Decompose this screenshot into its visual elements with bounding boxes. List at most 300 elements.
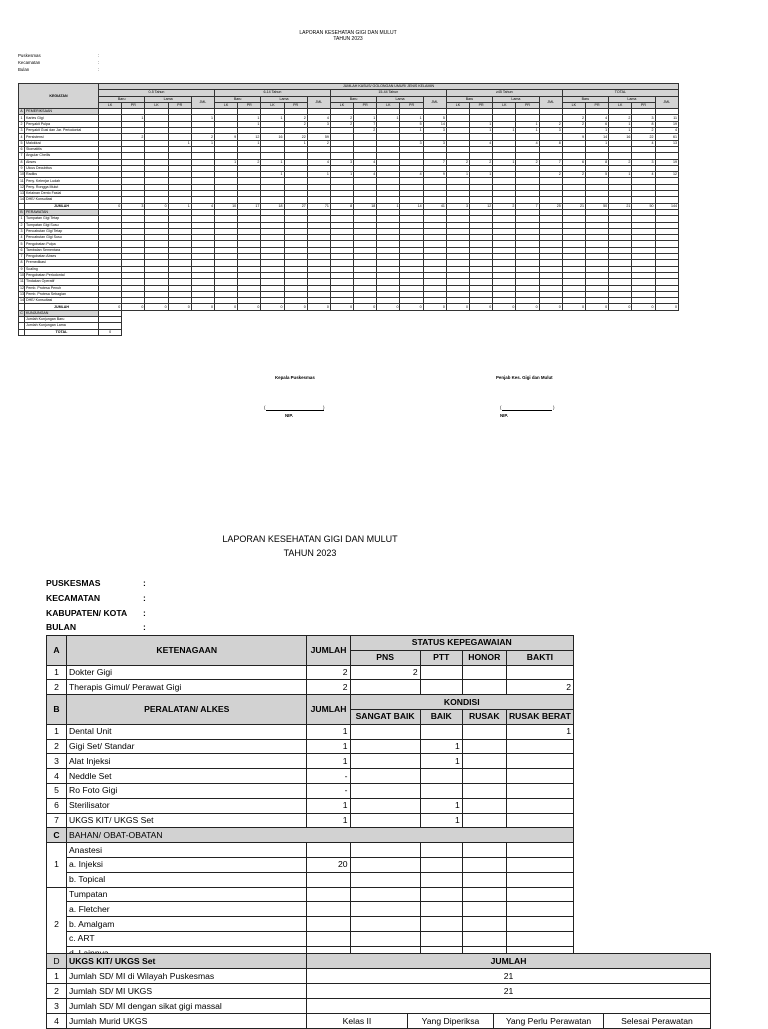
value-cell: 2 [284, 115, 307, 121]
value-cell: 1 [420, 813, 462, 828]
row-label: Tindakan Operatif [25, 279, 99, 285]
value-cell: 1 [400, 115, 423, 121]
total-cell: 18 [261, 203, 284, 209]
value-cell: 3 [423, 128, 446, 134]
jumlah-cell [307, 872, 350, 887]
value-cell: 21 [307, 969, 711, 984]
table-row [47, 872, 574, 887]
value-cell: 1 [609, 121, 632, 127]
value-cell: 9 [214, 134, 237, 140]
row-label: Penyakit Gusi dan Jar. Periodontal [25, 128, 99, 134]
report1-meta-kecamatan [18, 60, 100, 66]
total-cell: 0 [145, 304, 168, 310]
value-cell: 5 [423, 115, 446, 121]
value-cell: 8 [585, 159, 608, 165]
total-cell: 0 [562, 304, 585, 310]
value-cell: 3 [423, 140, 446, 146]
column-header-jumlah: JUMLAH [307, 954, 711, 969]
value-cell [420, 872, 462, 887]
value-cell [350, 680, 420, 695]
total-cell: 21 [609, 203, 632, 209]
table-row [47, 813, 574, 828]
signature-right-line [502, 410, 552, 411]
value-cell: 2 [632, 128, 655, 134]
value-cell: 1 [470, 172, 493, 178]
row-label: Radiks [25, 172, 99, 178]
value-cell: 4 [655, 128, 679, 134]
report1-meta-puskesmas [18, 53, 100, 59]
total-cell: 0 [122, 304, 145, 310]
row-number: 7 [47, 813, 67, 828]
total-cell: 0 [99, 203, 122, 209]
jumlah-cell: 2 [307, 680, 350, 695]
value-cell [462, 902, 506, 917]
column-header-jumlah: JUMLAH [307, 695, 350, 725]
value-cell [350, 857, 420, 872]
row-label: c. ART [67, 931, 307, 946]
total-label: JUMLAH [25, 304, 99, 310]
value-cell: 4 [470, 140, 493, 146]
section-title: PEMERIKSAAN [25, 109, 99, 115]
total-cell: 0 [261, 304, 284, 310]
meta-label: KECAMATAN [46, 593, 101, 603]
row-number: 2 [47, 739, 67, 754]
ukgs-table [46, 953, 711, 1029]
report2-meta-kecamatan [46, 591, 146, 605]
value-cell: 1 [354, 115, 377, 121]
row-label: Karies Gigi [25, 115, 99, 121]
value-cell [462, 872, 506, 887]
meta-colon: : [143, 593, 146, 603]
total-row [19, 304, 679, 310]
value-cell [462, 917, 506, 932]
total-cell: 4 [191, 203, 214, 209]
value-cell: 1 [168, 140, 191, 146]
value-cell: 6 [585, 121, 608, 127]
row-label: Tumpatan Gigi Tetap [25, 216, 99, 222]
value-cell: 3 [307, 121, 330, 127]
column-header-pr: PR [632, 102, 655, 108]
row-label: Pengobatan Abses [25, 254, 99, 260]
value-cell: 1 [420, 754, 462, 769]
row-number: 2 [47, 887, 67, 961]
row-label: Dokter Gigi [67, 665, 307, 680]
row-number: 3 [47, 999, 67, 1014]
table-row [47, 999, 711, 1014]
row-number: 1 [20, 216, 23, 221]
value-cell: 2 [539, 121, 562, 127]
value-cell [506, 843, 573, 858]
value-cell: 2 [284, 121, 307, 127]
row-number: 6 [20, 247, 23, 252]
row-label: Jumlah Kunjungan Baru [25, 316, 99, 322]
section-header-row [47, 636, 574, 651]
row-label: Pemb. Protesa Penuh [25, 285, 99, 291]
row-number: 2 [47, 984, 67, 999]
value-cell [350, 724, 420, 739]
value-cell: 2 [516, 159, 539, 165]
row-number: 7 [20, 153, 23, 158]
total-cell: 14 [400, 203, 423, 209]
total-cell: 17 [238, 203, 261, 209]
column-header-jml: JML [655, 96, 679, 109]
signature-left-title: Kepala Puskesmas [275, 375, 315, 380]
value-cell [420, 665, 462, 680]
row-label: Jumlah SD/ MI dengan sikat gigi massal [67, 999, 307, 1014]
report2-year: TAHUN 2023 [283, 548, 337, 558]
row-number: 5 [20, 140, 23, 145]
column-header-lama: Lama [261, 96, 307, 102]
report2-title: LAPORAN KESEHATAN GIGI DAN MULUT [222, 534, 398, 544]
value-cell [420, 887, 462, 902]
table-row [47, 754, 574, 769]
row-label: Peny. Kelenjar Ludah [25, 178, 99, 184]
value-cell: 1 [330, 172, 353, 178]
meta-label: Puskesmas [18, 53, 41, 58]
row-label: Ro Foto Gigi [67, 783, 307, 798]
column-header-pr: PR [238, 102, 261, 108]
resource-table [46, 635, 574, 962]
column-header-pr: PR [400, 102, 423, 108]
value-cell [506, 754, 573, 769]
value-cell: 5 [585, 172, 608, 178]
column-header-lama: Lama [377, 96, 423, 102]
total-label: TOTAL [25, 329, 99, 335]
value-cell [350, 739, 420, 754]
value-cell: 2 [609, 159, 632, 165]
value-cell: 1 [284, 140, 307, 146]
table-row [47, 931, 574, 946]
row-label: Persistensi [25, 134, 99, 140]
value-cell: 1 [261, 115, 284, 121]
value-cell [462, 887, 506, 902]
row-label: Jumlah Murid UKGS [67, 1014, 307, 1029]
row-label: UKGS KIT/ UKGS Set [67, 813, 307, 828]
column-header: Yang Diperiksa [408, 1014, 494, 1029]
section-title: BAHAN/ OBAT-OBATAN [67, 828, 574, 843]
row-label: Tumpatan Gigi Susu [25, 222, 99, 228]
row-number: 4 [20, 235, 23, 240]
value-cell [462, 843, 506, 858]
value-cell: 16 [261, 134, 284, 140]
value-cell: 1 [609, 128, 632, 134]
value-cell: 1 [307, 172, 330, 178]
value-cell: 4 [516, 140, 539, 146]
value-cell [462, 857, 506, 872]
column-header-status: STATUS KEPEGAWAIAN [350, 636, 573, 651]
value-cell: 2 [350, 665, 420, 680]
value-cell: 8 [632, 121, 655, 127]
row-label: Pencabutan Gigi Susu [25, 235, 99, 241]
value-cell [350, 798, 420, 813]
column-header-age: TOTAL [562, 90, 678, 96]
column-header-jml: JML [423, 96, 446, 109]
section-title: PERAWATAN [25, 209, 99, 215]
value-cell [506, 902, 573, 917]
value-cell: 1 [238, 115, 261, 121]
signature-left-close: ) [323, 405, 325, 410]
value-cell: 3 [539, 128, 562, 134]
total-cell: 7 [516, 203, 539, 209]
value-cell [462, 739, 506, 754]
value-cell: 1 [585, 140, 608, 146]
value-cell: 1 [191, 115, 214, 121]
value-cell [350, 754, 420, 769]
row-label: DHE/ Konsultasi [25, 197, 99, 203]
value-cell [420, 931, 462, 946]
value-cell: 2 [330, 121, 353, 127]
section-code: C [20, 310, 23, 315]
row-number: 2 [47, 680, 67, 695]
jumlah-cell: 1 [307, 739, 350, 754]
value-cell [420, 783, 462, 798]
value-cell: 2 [354, 128, 377, 134]
total-cell: 0 [539, 304, 562, 310]
value-cell: 22 [284, 134, 307, 140]
jumlah-cell [307, 917, 350, 932]
section-code: C [47, 828, 67, 843]
total-cell: 0 [284, 304, 307, 310]
row-number: 2 [20, 121, 23, 126]
value-cell: 2 [191, 134, 214, 140]
meta-colon: : [98, 67, 100, 72]
row-label: Sterilisator [67, 798, 307, 813]
column-header-kegiatan: KEGIATAN [19, 84, 99, 109]
value-cell: 2 [562, 121, 585, 127]
value-cell: 1 [400, 128, 423, 134]
total-row [19, 329, 679, 335]
value-cell: 4 [307, 115, 330, 121]
value-cell: 4 [400, 172, 423, 178]
value-cell: 7 [423, 159, 446, 165]
section-header-row [47, 954, 711, 969]
report1-year: TAHUN 2023 [333, 36, 363, 42]
row-number: 12 [20, 285, 24, 290]
value-cell: 2 [307, 140, 330, 146]
value-cell: 1 [493, 159, 516, 165]
value-cell [506, 931, 573, 946]
meta-label: BULAN [46, 622, 77, 632]
value-cell: 1 [493, 128, 516, 134]
column-header-pr: PR [284, 102, 307, 108]
total-cell: 18 [354, 203, 377, 209]
table-row [47, 917, 574, 932]
value-cell: 5 [400, 121, 423, 127]
value-cell: 22 [632, 134, 655, 140]
jumlah-cell: 20 [307, 857, 350, 872]
row-number: 6 [20, 147, 23, 152]
value-cell: 9 [423, 172, 446, 178]
value-cell: 1 [377, 115, 400, 121]
meta-label: Bulan [18, 67, 30, 72]
column-header-lk: LK [214, 102, 237, 108]
column-header-jml: JML [191, 96, 214, 109]
value-cell: 2 [539, 172, 562, 178]
column-header: BAKTI [506, 650, 573, 665]
value-cell: 1 [122, 115, 145, 121]
total-cell: 0 [377, 304, 400, 310]
section-title: KUNJUNGAN [25, 310, 99, 316]
total-cell: 0 [99, 304, 122, 310]
value-cell: 1 [420, 798, 462, 813]
row-label: a. Injeksi [67, 857, 307, 872]
table-row [47, 857, 574, 872]
meta-colon: : [98, 60, 100, 65]
row-label: Dental Unit [67, 724, 307, 739]
row-number: 1 [47, 665, 67, 680]
total-cell: 0 [168, 304, 191, 310]
value-cell: 11 [655, 115, 679, 121]
value-cell: 9 [562, 134, 585, 140]
column-header-lk: LK [330, 102, 353, 108]
value-cell [462, 813, 506, 828]
report2-meta-puskesmas [46, 576, 146, 590]
jumlah-cell: - [307, 783, 350, 798]
value-cell: 1 [585, 128, 608, 134]
row-number: 14 [20, 197, 24, 202]
row-number: 5 [47, 783, 67, 798]
row-label: b. Topical [67, 872, 307, 887]
column-header-kondisi: KONDISI [350, 695, 573, 710]
value-cell: 59 [307, 134, 330, 140]
meta-label: Kecamatan [18, 60, 41, 65]
row-number: 11 [20, 178, 24, 183]
table-row [47, 902, 574, 917]
total-cell: 27 [284, 203, 307, 209]
value-cell [506, 887, 573, 902]
jumlah-cell: 1 [307, 813, 350, 828]
value-cell: 1 [261, 159, 284, 165]
table-row [47, 984, 711, 999]
value-cell: 2 [238, 159, 261, 165]
row-label: Tambalan Sementara [25, 247, 99, 253]
value-cell: 4 [307, 159, 330, 165]
value-cell [420, 680, 462, 695]
jumlah-cell [307, 902, 350, 917]
section-header-row [47, 828, 574, 843]
value-cell: 1 [420, 739, 462, 754]
signature-left-open: ( [264, 405, 266, 410]
row-label: Stomatitis [25, 146, 99, 152]
report-page-1 [0, 0, 768, 440]
value-cell: 4 [632, 140, 655, 146]
column-header: PTT [420, 650, 462, 665]
value-cell [462, 680, 506, 695]
total-cell: 1 [377, 203, 400, 209]
value-cell: 14 [585, 134, 608, 140]
value-cell [420, 843, 462, 858]
value-cell: 1 [214, 159, 237, 165]
total-cell: 2 [493, 203, 516, 209]
jumlah-cell [307, 887, 350, 902]
section-title: PERALATAN/ ALKES [67, 695, 307, 725]
value-cell: 2 [609, 115, 632, 121]
jumlah-cell [307, 931, 350, 946]
jumlah-cell: 2 [307, 665, 350, 680]
value-cell [420, 902, 462, 917]
row-label: Neddle Set [67, 769, 307, 784]
meta-colon: : [143, 622, 146, 632]
row-label: Penyakit Pulpa [25, 121, 99, 127]
value-cell: 4 [354, 172, 377, 178]
column-header-age: 15-44 Tahun [330, 90, 446, 96]
row-number: 1 [47, 843, 67, 887]
total-cell: 0 [191, 304, 214, 310]
value-cell: 1 [261, 172, 284, 178]
row-number: 9 [20, 166, 23, 170]
row-number: 13 [20, 291, 24, 296]
row-label: Scaling [25, 266, 99, 272]
row-label: Jumlah SD/ MI UKGS [67, 984, 307, 999]
column-header: PNS [350, 650, 420, 665]
value-cell [420, 917, 462, 932]
column-header-pr: PR [470, 102, 493, 108]
total-cell: 21 [562, 203, 585, 209]
total-cell: 0 [516, 304, 539, 310]
value-cell [420, 857, 462, 872]
column-header: Selesai Perawatan [604, 1014, 711, 1029]
table-row [47, 843, 574, 858]
value-cell: 12 [238, 134, 261, 140]
row-label: Pengobatan Periodontal [25, 272, 99, 278]
value-cell: 4 [585, 115, 608, 121]
column-header: BAIK [420, 709, 462, 724]
report2-meta-bulan [46, 620, 146, 634]
report1-title: LAPORAN KESEHATAN GIGI DAN MULUT [299, 30, 397, 36]
column-header-group: JUMLAH KASUS/ GOLONGAN UMUR/ JENIS KELAMIN [99, 84, 679, 90]
row-number: 7 [20, 254, 23, 259]
column-header-lk: LK [609, 102, 632, 108]
row-number: 10 [20, 273, 24, 278]
value-cell [350, 843, 420, 858]
column-header: Yang Perlu Perawatan [494, 1014, 604, 1029]
column-header: Kelas II [307, 1014, 408, 1029]
row-label: Anastesi [67, 843, 307, 858]
total-cell: 0 [609, 304, 632, 310]
table-row [47, 887, 574, 902]
value-cell [462, 931, 506, 946]
column-header-jumlah: JUMLAH [307, 636, 350, 666]
section-header-row [47, 695, 574, 710]
value-cell [506, 769, 573, 784]
row-label: Ulcus Decubitus [25, 165, 99, 171]
table-row [47, 1014, 711, 1029]
value-cell: 3 [632, 159, 655, 165]
row-number: 3 [20, 128, 23, 133]
row-number: 11 [20, 279, 24, 284]
value-cell: 3 [330, 159, 353, 165]
column-header: HONOR [462, 650, 506, 665]
jumlah-cell [307, 843, 350, 858]
section-code: A [20, 109, 23, 114]
row-number: 5 [20, 241, 23, 246]
case-report-table [18, 83, 679, 336]
total-cell: 0 [400, 304, 423, 310]
column-header-lk: LK [99, 102, 122, 108]
value-cell [462, 798, 506, 813]
column-header-pr: PR [585, 102, 608, 108]
total-cell: 3 [446, 203, 469, 209]
row-number: 8 [20, 260, 23, 265]
meta-colon: : [143, 578, 146, 588]
column-header-pr: PR [122, 102, 145, 108]
column-header-baru: Baru [446, 96, 492, 102]
row-number: 4 [47, 769, 67, 784]
value-cell: 1 [238, 140, 261, 146]
signature-left-line [266, 410, 324, 411]
column-header-jml: JML [539, 96, 562, 109]
value-cell: 13 [655, 140, 679, 146]
